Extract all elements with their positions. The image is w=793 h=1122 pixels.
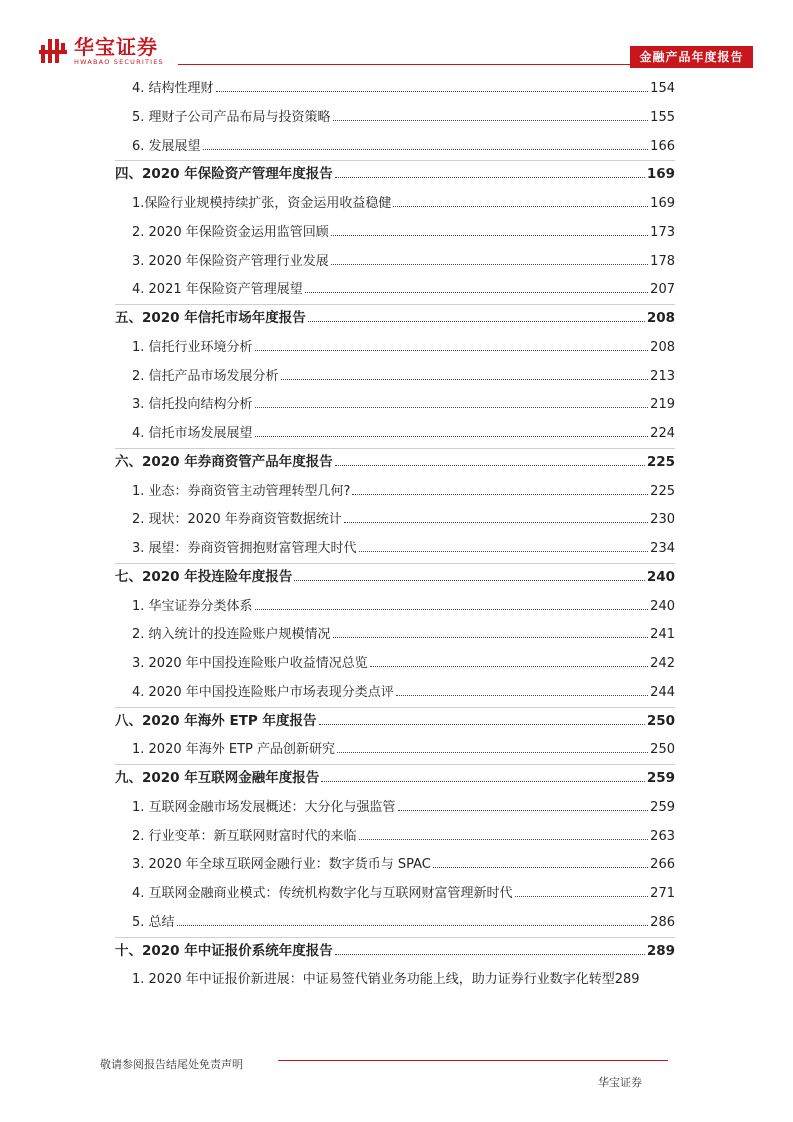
toc-section-entry[interactable] [115,935,675,959]
toc-subsection-entry[interactable] [132,791,675,815]
toc-entry-title: 3. 2020 年中国投连险账户收益情况总览 [132,656,368,671]
toc-page-number: 173 [650,224,675,240]
footer-divider [278,1060,668,1061]
toc-entry-title: 4. 2021 年保险资产管理展望 [132,282,303,298]
toc-section-entry[interactable] [115,561,675,585]
toc-subsection-entry[interactable] [132,877,675,901]
toc-subsection-entry[interactable] [132,130,675,154]
toc-page-number: 241 [650,627,675,643]
toc-entry-title: 4. 结构性理财 [132,81,214,96]
toc-entry-title: 2. 纳入统计的投连险账户规模情况 [132,627,331,643]
toc-section-entry[interactable] [115,446,675,470]
toc-dot-leader [255,436,649,437]
toc-page-number: 166 [650,138,675,154]
toc-subsection-entry[interactable] [132,676,675,700]
toc-entry-title: 1. 信托行业环境分析 [132,339,253,355]
toc-page-number: 240 [650,598,675,614]
toc-entry-title: 1. 业态：券商资管主动管理转型几何? [132,483,351,499]
toc-section-entry[interactable] [115,762,675,786]
toc-section-entry[interactable] [115,158,675,182]
toc-dot-leader [398,810,649,811]
toc-page-number: 230 [650,512,675,528]
toc-dot-leader [359,839,649,840]
toc-entry-title: 3. 信托投向结构分析 [132,397,253,413]
toc-dot-leader [255,609,649,610]
toc-entry-title: 1. 2020 年海外 ETP 产品创新研究 [132,742,336,758]
toc-page-number: 154 [650,81,675,96]
toc-subsection-entry[interactable] [132,733,675,757]
toc-dot-leader [515,896,649,897]
toc-entry-title: 2. 2020 年保险资金运用监管回顾 [132,224,329,240]
toc-entry-title: 4. 2020 年中国投连险账户市场表现分类点评 [132,684,394,700]
toc-subsection-entry[interactable] [132,216,675,240]
toc-page-number: 271 [650,886,675,901]
logo-english-name: HWABAO SECURITIES [74,57,164,66]
toc-subsection-entry[interactable] [132,647,675,671]
toc-entry-title: 1.保险行业规模持续扩张，资金运用收益稳健 [132,196,392,211]
toc-dot-leader [294,580,645,581]
toc-dot-leader [344,522,648,523]
page-header [0,0,793,72]
toc-page-number: 286 [650,914,675,930]
toc-page-number: 219 [650,397,675,413]
toc-section-entry[interactable] [115,302,675,326]
toc-subsection-entry[interactable] [132,820,675,844]
toc-subsection-entry[interactable] [132,906,675,930]
toc-page-number: 213 [650,368,675,384]
toc-page-number: 266 [650,857,675,873]
toc-subsection-entry[interactable] [132,187,675,211]
toc-page-number: 208 [646,310,675,326]
toc-page-number: 242 [650,656,675,671]
toc-entry-title: 2. 信托产品市场发展分析 [132,368,279,384]
toc-page-number: 169 [650,196,675,211]
footer-disclaimer: 敬请参阅报告结尾处免责声明 [100,1058,243,1071]
toc-dot-leader [335,465,645,466]
toc-dot-leader [305,292,648,293]
toc-entry-title: 4. 互联网金融商业模式：传统机构数字化与互联网财富管理新时代 [132,886,513,901]
toc-subsection-entry[interactable] [132,72,675,96]
toc-dot-leader [255,350,649,351]
toc-subsection-entry[interactable] [132,101,675,125]
toc-page-number: 208 [650,339,675,355]
toc-entry-title: 六、2020 年券商资管产品年度报告 [115,453,333,470]
toc-page-number: 250 [650,742,675,758]
toc-dot-leader [333,637,649,638]
toc-page-number: 240 [646,568,675,585]
toc-subsection-entry[interactable] [132,963,675,987]
toc-dot-leader [352,494,648,495]
toc-entry-title: 八、2020 年海外 ETP 年度报告 [115,712,317,729]
toc-dot-leader [321,781,645,782]
toc-entry-title: 2. 现状：2020 年券商资管数据统计 [132,512,342,528]
toc-dot-leader [331,235,648,236]
toc-page-number: 259 [650,799,675,815]
toc-dot-leader [333,120,649,121]
toc-entry-title: 五、2020 年信托市场年度报告 [115,310,306,326]
toc-dot-leader [433,867,648,868]
toc-dot-leader [396,695,648,696]
toc-subsection-entry[interactable] [132,618,675,642]
toc-subsection-entry[interactable] [132,532,675,556]
footer-company: 华宝证券 [598,1076,642,1089]
hwabao-logo-icon [38,36,68,66]
toc-page-number: 234 [650,541,675,556]
toc-subsection-entry[interactable] [132,848,675,872]
toc-page-number: 169 [646,166,675,183]
toc-dot-leader [203,149,649,150]
toc-subsection-entry[interactable] [132,388,675,412]
toc-dot-leader [393,206,648,207]
toc-dot-leader [255,407,649,408]
toc-subsection-entry[interactable] [132,331,675,355]
toc-subsection-entry[interactable] [132,273,675,297]
toc-dot-leader [370,666,648,667]
report-type-tag: 金融产品年度报告 [630,46,753,68]
toc-entry-title: 5. 总结 [132,914,175,930]
toc-page-number: 207 [650,282,675,298]
toc-entry-title: 3. 展望：券商资管拥抱财富管理大时代 [132,541,357,556]
toc-page-number: 155 [650,109,675,125]
toc-entry-title: 5. 理财子公司产品布局与投资策略 [132,109,331,125]
toc-dot-leader [281,379,649,380]
toc-page-number: 263 [650,828,675,844]
toc-entry-title: 九、2020 年互联网金融年度报告 [115,770,320,786]
header-divider [178,64,630,65]
toc-page-number: 225 [646,453,675,470]
toc-dot-leader [319,724,645,725]
toc-page-number: 250 [646,712,675,729]
toc-entry-title: 1. 互联网金融市场发展概述：大分化与强监管 [132,799,396,815]
toc-dot-leader [337,752,648,753]
toc-page-number: 244 [650,684,675,700]
toc-subsection-entry[interactable] [132,590,675,614]
toc-subsection-entry[interactable] [132,245,675,269]
toc-page-number: 289 [614,972,640,988]
toc-entry-title: 1. 华宝证券分类体系 [132,598,253,614]
toc-entry-title: 七、2020 年投连险年度报告 [115,568,293,585]
toc-dot-leader [216,91,649,92]
toc-page-number: 289 [646,942,675,959]
toc-section-entry[interactable] [115,705,675,729]
toc-entry-title: 4. 信托市场发展展望 [132,426,253,441]
toc-entry-title: 3. 2020 年保险资产管理行业发展 [132,253,329,269]
toc-entry-title: 1. 2020 年中证报价新进展：中证易签代销业务功能上线，助力证券行业数字化转型 [132,972,615,988]
toc-subsection-entry[interactable] [132,360,675,384]
toc-entry-title: 十、2020 年中证报价系统年度报告 [115,942,333,959]
toc-dot-leader [308,321,645,322]
toc-entry-title: 四、2020 年保险资产管理年度报告 [115,166,333,183]
toc-page-number: 178 [650,253,675,269]
toc-entry-title: 2. 行业变革：新互联网财富时代的来临 [132,828,357,844]
company-logo [38,36,164,66]
toc-page-number: 224 [650,426,675,441]
toc-dot-leader [335,954,645,955]
logo-chinese-name: 华宝证券 [74,34,158,59]
toc-page-number: 259 [646,770,675,786]
toc-dot-leader [177,925,649,926]
toc-subsection-entry[interactable] [132,417,675,441]
toc-subsection-entry[interactable] [132,475,675,499]
toc-entry-title: 3. 2020 年全球互联网金融行业：数字货币与 SPAC [132,857,431,873]
toc-dot-leader [359,551,649,552]
toc-entry-title: 6. 发展展望 [132,138,201,154]
toc-page-number: 225 [650,483,675,499]
toc-subsection-entry[interactable] [132,503,675,527]
toc-dot-leader [335,177,645,178]
toc-dot-leader [331,264,648,265]
